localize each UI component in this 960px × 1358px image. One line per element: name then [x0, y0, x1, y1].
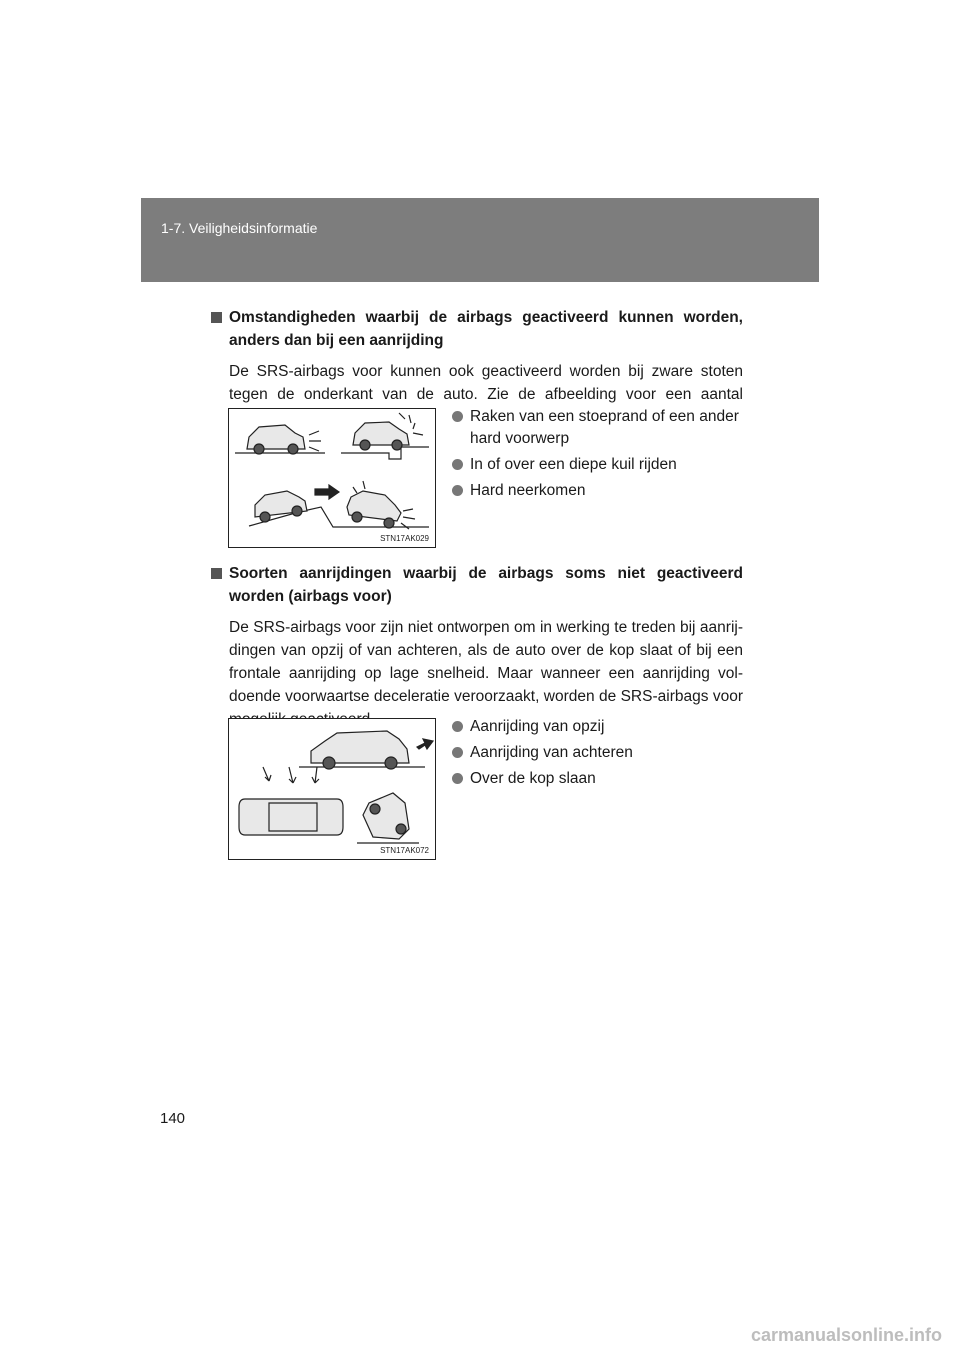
figure-code: STN17AK029 [380, 534, 429, 543]
section-title: 1-7. Veiligheidsinformatie [161, 220, 318, 236]
underbody-impact-illustration [229, 409, 435, 547]
square-bullet-icon [211, 568, 222, 579]
round-bullet-icon [452, 721, 463, 732]
list-item: Aanrijding van opzij [452, 716, 752, 738]
bullet-list-2 [452, 716, 752, 794]
page-number: 140 [160, 1110, 186, 1127]
figure-underbody-impacts [228, 408, 436, 548]
header-band [141, 198, 819, 282]
round-bullet-icon [452, 459, 463, 470]
round-bullet-icon [452, 747, 463, 758]
section-no-activation [211, 562, 743, 731]
figure-collision-types [228, 718, 436, 860]
section-heading: Omstandigheden waarbij de airbags geactiveerd kunnen worden, anders dan bij een aanrijding [211, 306, 743, 352]
section-body: De SRS-airbags voor kunnen ook geactiveerd worden bij zware stoten tegen de onderkant van de auto. Zie de afbeelding voor een aantal [229, 363, 743, 403]
list-item: Aanrijding van achteren [452, 742, 752, 764]
list-item: In of over een diepe kuil rijden [452, 454, 752, 476]
list-item: Over de kop slaan [452, 768, 752, 790]
list-item: Raken van een stoeprand of een ander hard voorwerp [452, 406, 752, 450]
round-bullet-icon [452, 411, 463, 422]
watermark: carmanualsonline.info [750, 1325, 942, 1345]
section-body: De SRS-airbags voor zijn niet ontworpen om in werking te treden bij aanrij-dingen van opzij of van achteren, als de auto over de kop slaat of bij een frontale aanrijding op lage snelheid. Maar wanneer een aanrijding vol-doende voorwaartse deceleratie veroorzaakt, worden de SRS-airbags voor [229, 619, 743, 705]
section-heading: Soorten aanrijdingen waarbij de airbags soms niet geactiveerd worden (airbags voor) [211, 562, 743, 608]
bullet-list-1 [452, 406, 752, 506]
figure-code: STN17AK072 [380, 846, 429, 855]
round-bullet-icon [452, 485, 463, 496]
collision-types-illustration [229, 719, 435, 859]
round-bullet-icon [452, 773, 463, 784]
list-item: Hard neerkomen [452, 480, 752, 502]
square-bullet-icon [211, 312, 222, 323]
